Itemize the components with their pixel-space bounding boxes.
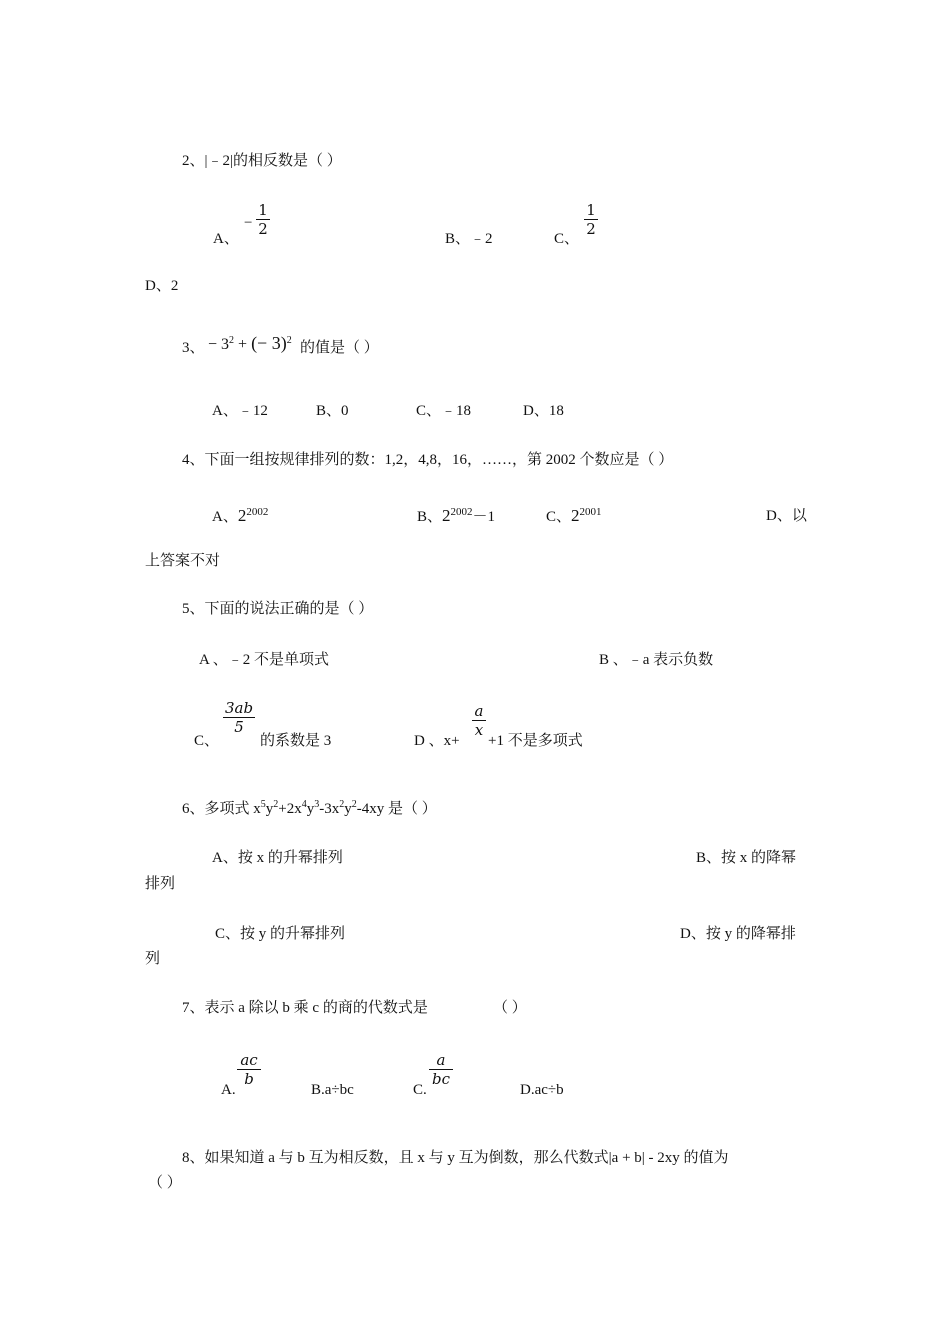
q5-option-d-fraction <box>472 702 486 739</box>
q4-option-b-label: B、 <box>417 509 443 525</box>
q4-option-c-base: 2 <box>571 506 580 525</box>
q6-exponent: 5 <box>260 799 266 810</box>
q5-option-a: A 、﹣2 不是单项式 <box>199 652 330 668</box>
q5-option-b: B 、﹣a 表示负数 <box>599 652 714 668</box>
q6-option-b-line1: B、按 x 的降幂 <box>696 850 797 866</box>
q3-stem-tail: 的值是（ ） <box>300 340 379 356</box>
q6-stem-part: -4xy 是（ ） <box>356 801 437 817</box>
q2-option-a-label: A、 <box>213 231 239 247</box>
q3-plus: + <box>238 336 248 353</box>
q7-option-a-label: A. <box>221 1082 236 1098</box>
q5-option-c-denominator: 5 <box>234 718 244 736</box>
q6-option-c: C、按 y 的升幂排列 <box>215 926 346 942</box>
q3-option-c: C、﹣18 <box>416 403 472 419</box>
q5-option-c-numerator: 3ab <box>224 699 254 717</box>
q7-option-b: B.a÷bc <box>311 1082 354 1098</box>
q4-option-c-label: C、 <box>546 509 572 525</box>
q5-option-c-fraction <box>223 699 255 736</box>
q6-exponent: 4 <box>301 799 307 810</box>
q5-stem: 5、下面的说法正确的是（ ） <box>182 601 374 617</box>
q3-option-b: B、0 <box>316 403 349 419</box>
q3-label: 3、 <box>182 340 205 356</box>
q6-exponent: 2 <box>351 799 357 810</box>
q6-stem <box>182 800 437 818</box>
q5-option-c-tail: 的系数是 3 <box>260 733 332 749</box>
q7-option-c-label: C. <box>413 1082 427 1098</box>
q3-expression <box>208 334 292 354</box>
q4-option-a-exponent: 2002 <box>246 506 269 518</box>
q6-option-d-line1: D、按 y 的降幂排 <box>680 926 796 942</box>
q4-stem: 4、下面一组按规律排列的数：1,2，4,8，16，……，第 2002 个数应是（ ） <box>182 452 674 468</box>
q7-option-d: D.ac÷b <box>520 1082 564 1098</box>
q5-option-d-label: D 、x+ <box>414 733 460 749</box>
q4-option-c <box>546 507 602 526</box>
q6-stem-part: -3x <box>319 801 340 817</box>
q2-option-a-fraction <box>256 201 270 238</box>
q5-option-d-tail: +1 不是多项式 <box>488 733 583 749</box>
q6-stem-part: +2x <box>278 801 302 817</box>
q6-stem-part: 6、多项式 x <box>182 801 261 817</box>
q2-option-c-denominator: 2 <box>586 220 596 238</box>
q6-option-d-line2: 列 <box>145 951 161 967</box>
q2-option-b: B、﹣2 <box>445 231 493 247</box>
q7-option-c-numerator: a <box>436 1051 446 1069</box>
q3-term-b: (− 3) <box>251 333 287 353</box>
q2-option-a-numerator: 1 <box>258 201 268 219</box>
q7-option-c-denominator: bc <box>431 1070 450 1088</box>
q4-option-d-line2: 上答案不对 <box>145 553 221 569</box>
q2-option-c-label: C、 <box>554 231 580 247</box>
q3-term-b-exponent: 2 <box>286 335 292 346</box>
q7-option-c-fraction <box>429 1051 453 1088</box>
q3-term-a: − 3 <box>208 336 230 353</box>
q6-exponent: 2 <box>339 799 345 810</box>
q3-option-d: D、18 <box>523 403 564 419</box>
q3-term-a-exponent: 2 <box>229 335 235 346</box>
q4-option-d-line1: D、以 <box>766 508 807 524</box>
q3-option-a: A、﹣12 <box>212 403 268 419</box>
q6-stem-part: y <box>306 801 315 817</box>
q2-option-c-fraction <box>584 201 598 238</box>
q2-option-a-denominator: 2 <box>258 220 268 238</box>
q2-option-a-sign: − <box>244 215 253 231</box>
q4-option-a-label: A、 <box>212 509 238 525</box>
q6-option-a: A、按 x 的升幂排列 <box>212 850 343 866</box>
q7-option-a-numerator: ac <box>240 1051 258 1069</box>
q5-option-c-label: C、 <box>194 733 220 749</box>
q4-option-b <box>417 507 495 526</box>
q4-option-c-exponent: 2001 <box>579 506 602 518</box>
q2-option-d: D、2 <box>145 278 179 294</box>
q8-stem-line1: 8、如果知道 a 与 b 互为相反数，且 x 与 y 互为倒数，那么代数式|a + b| - 2xy 的值为 <box>182 1150 729 1166</box>
q6-option-b-line2: 排列 <box>145 876 176 892</box>
q4-option-b-tail: －1 <box>472 509 496 525</box>
q4-option-a <box>212 507 268 526</box>
q6-exponent: 2 <box>273 799 279 810</box>
q7-stem-paren: （ ） <box>493 1000 527 1016</box>
q7-stem: 7、表示 a 除以 b 乘 c 的商的代数式是 <box>182 1000 428 1016</box>
q2-option-c-numerator: 1 <box>586 201 596 219</box>
q5-option-d-denominator: x <box>474 721 484 739</box>
q5-option-d-numerator: a <box>474 702 484 720</box>
q2-stem: 2、|﹣2|的相反数是（ ） <box>182 153 342 169</box>
q6-exponent: 3 <box>314 799 320 810</box>
q8-stem-line2: （ ） <box>148 1175 182 1191</box>
q4-option-b-exponent: 2002 <box>450 506 473 518</box>
q7-option-a-fraction <box>237 1051 261 1088</box>
q4-option-a-base: 2 <box>237 506 247 525</box>
q6-stem-part: y <box>344 801 352 817</box>
q6-stem-part: y <box>265 801 274 817</box>
q4-option-b-base: 2 <box>442 506 451 525</box>
q7-option-a-denominator: b <box>244 1070 254 1088</box>
